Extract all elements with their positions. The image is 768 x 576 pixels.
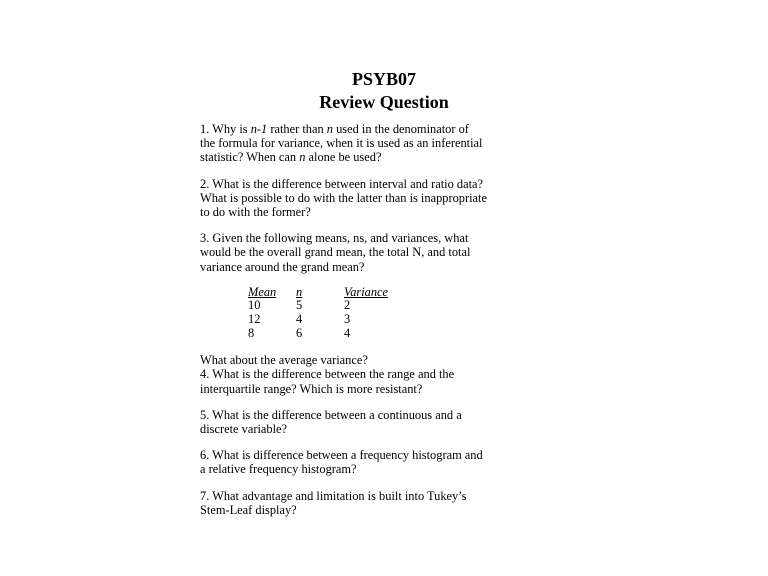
question-5-line-1: 5. What is the difference between a continuous and a — [200, 407, 462, 422]
question-3-line-3: variance around the grand mean? — [200, 259, 365, 274]
table-cell-variance: 2 — [344, 298, 351, 313]
document-title — [0, 68, 768, 114]
question-2-line-1: 2. What is the difference between interval and ratio data? — [200, 176, 484, 191]
question-4 — [200, 367, 600, 395]
column-header-mean: Mean — [248, 284, 277, 299]
question-list — [200, 122, 600, 517]
question-1-text-a: 1. Why is — [200, 122, 251, 136]
question-3 — [200, 231, 600, 274]
question-1 — [200, 122, 600, 165]
table-cell-mean: 12 — [248, 312, 261, 327]
question-3-line-1: 3. Given the following means, ns, and variances, what — [200, 231, 469, 246]
table-row — [248, 299, 424, 313]
question-1-text-b: rather than — [267, 122, 327, 136]
question-1-emphasis-n-alone: n — [299, 150, 306, 165]
question-5 — [200, 408, 600, 436]
question-4-line-1: 4. What is the difference between the range and the — [200, 367, 455, 382]
course-code: PSYB07 — [351, 69, 416, 89]
table-cell-mean: 10 — [248, 298, 261, 313]
question-4-line-2: interquartile range? Which is more resistant? — [200, 381, 423, 396]
means-table — [248, 286, 424, 340]
table-row — [248, 327, 424, 341]
table-cell-n: 6 — [296, 325, 303, 340]
column-header-variance: Variance — [344, 284, 389, 299]
question-1-text-d: statistic? When can — [200, 150, 300, 165]
table-cell-variance: 4 — [344, 325, 351, 340]
question-3-line-2: would be the overall grand mean, the total N, and total — [200, 245, 471, 260]
question-1-line-1 — [200, 122, 600, 136]
question-1-text-c: used in the denominator of — [332, 122, 469, 136]
question-7-line-1: 7. What advantage and limitation is built into Tukey’s — [200, 488, 467, 503]
question-6 — [200, 448, 600, 476]
question-6-line-1: 6. What is difference between a frequency histogram and — [200, 448, 483, 463]
question-7 — [200, 489, 600, 517]
question-3-followup: What about the average variance? — [200, 353, 368, 368]
question-2-line-3: to do with the former? — [200, 205, 311, 220]
question-1-text-e: alone be used? — [305, 150, 382, 165]
question-1-line-2: the formula for variance, when it is used as an inferential — [200, 136, 483, 151]
table-row — [248, 313, 424, 327]
column-header-n: n — [296, 284, 303, 299]
question-2 — [200, 177, 600, 220]
table-header-row — [248, 286, 424, 300]
question-1-line-3 — [200, 150, 600, 164]
question-2-line-2: What is possible to do with the latter than is inappropriate — [200, 190, 487, 205]
table-cell-n: 4 — [296, 312, 303, 327]
table-cell-mean: 8 — [248, 325, 255, 340]
question-7-line-2: Stem-Leaf display? — [200, 502, 297, 517]
table-cell-n: 5 — [296, 298, 303, 313]
question-1-emphasis-n: n — [326, 122, 333, 136]
question-6-line-2: a relative frequency histogram? — [200, 462, 357, 477]
page-title: Review Question — [319, 92, 449, 112]
table-cell-variance: 3 — [344, 312, 351, 327]
question-5-line-2: discrete variable? — [200, 422, 288, 437]
question-1-emphasis-n-minus-1: n-1 — [250, 122, 268, 136]
